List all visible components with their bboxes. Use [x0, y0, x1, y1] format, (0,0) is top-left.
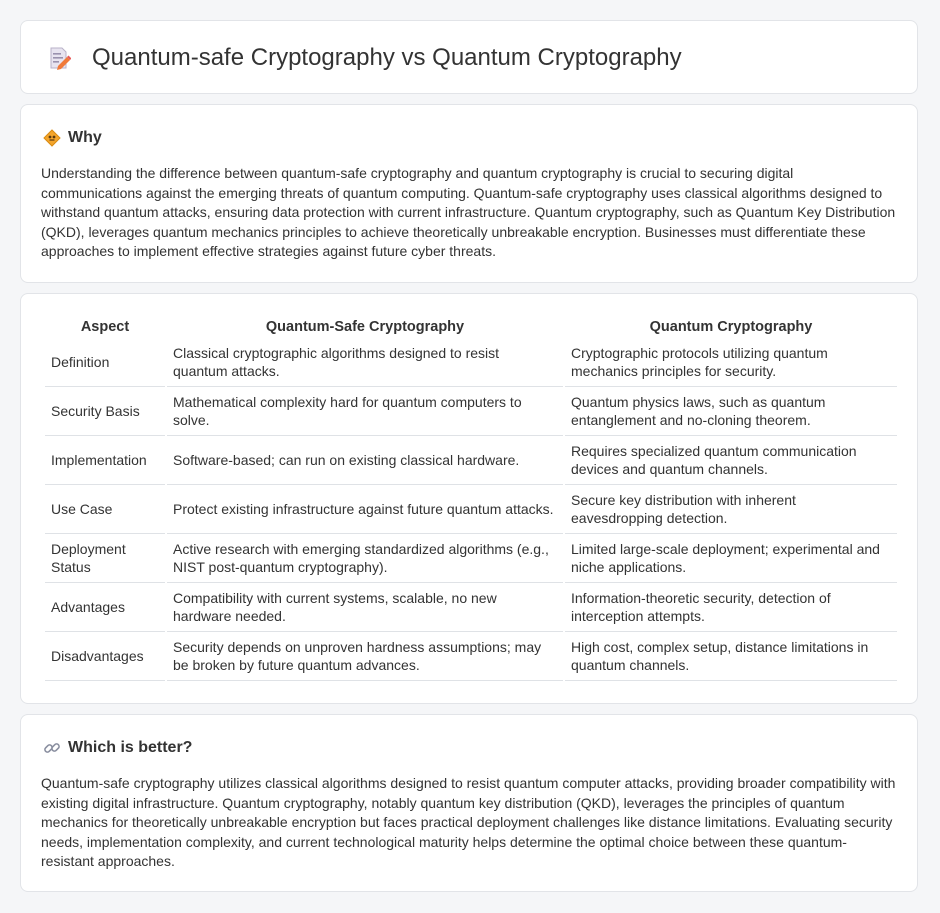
why-heading: Why [68, 129, 102, 146]
aspect-cell: Deployment Status [45, 534, 165, 583]
aspect-cell: Security Basis [45, 387, 165, 436]
column-header-aspect: Aspect [80, 318, 130, 335]
quantum-safe-cell: Security depends on unproven hardness assumptions; may be broken by future quantum advances. [167, 632, 563, 681]
link-icon [43, 739, 61, 757]
quantum-safe-cell: Compatibility with current systems, scalable, no new hardware needed. [167, 583, 563, 632]
quantum-cell: Secure key distribution with inherent eavesdropping detection. [565, 485, 897, 534]
quantum-cell: Information-theoretic security, detection of interception attempts. [565, 583, 897, 632]
quantum-safe-cell: Mathematical complexity hard for quantum computers to solve. [167, 387, 563, 436]
table-row [45, 436, 897, 485]
why-section [20, 104, 918, 283]
quantum-cell: Cryptographic protocols utilizing quantum mechanics principles for security. [565, 338, 897, 387]
table-row [45, 632, 897, 681]
quantum-cell: Limited large-scale deployment; experimental and niche applications. [565, 534, 897, 583]
comparison-section [20, 293, 918, 704]
quantum-safe-cell: Classical cryptographic algorithms designed to resist quantum attacks. [167, 338, 563, 387]
quantum-cell: Quantum physics laws, such as quantum entanglement and no-cloning theorem. [565, 387, 897, 436]
table-row [45, 338, 897, 387]
table-header-row [45, 315, 897, 338]
table-row [45, 583, 897, 632]
table-row [45, 387, 897, 436]
aspect-cell: Disadvantages [45, 632, 165, 681]
aspect-cell: Implementation [45, 436, 165, 485]
comparison-table [43, 315, 899, 681]
pencil-document-icon [47, 46, 71, 70]
table-row [45, 485, 897, 534]
column-header-quantum-safe: Quantum-Safe Cryptography [265, 318, 465, 335]
quantum-safe-cell: Software-based; can run on existing classical hardware. [167, 436, 563, 485]
quantum-safe-cell: Active research with emerging standardized algorithms (e.g., NIST post-quantum cryptography). [167, 534, 563, 583]
why-text: Understanding the difference between quantum-safe cryptography and quantum cryptography is crucial to securing digital communications against the emerging threats of quantum computing. Quantum-safe cryptography uses classical algorithms designed to withstand quantum attacks, ensuring data protection with current infrastructure. Quantum cryptography, such as Quantum Key Distribution (QKD), leverages quantum mechanics principles to achieve theoretically unbreakable encryption. Businesses must differentiate these approaches to implement effective strategies against future cyber threats. [41, 165, 896, 260]
quantum-cell: High cost, complex setup, distance limitations in quantum channels. [565, 632, 897, 681]
aspect-cell: Advantages [45, 583, 165, 632]
which-is-better-section [20, 714, 918, 892]
why-heading-row [43, 127, 102, 149]
table-row [45, 534, 897, 583]
column-header-quantum: Quantum Cryptography [649, 318, 813, 335]
better-text: Quantum-safe cryptography utilizes classical algorithms designed to resist quantum computer attacks, providing broader compatibility with existing digital infrastructure. Quantum cryptography, notably quantum key distribution (QKD), leverages the principles of quantum mechanics for theoretically unbreakable encryption but faces practical deployment challenges like distance limitations. Evaluating security needs, implementation complexity, and current technological maturity helps determine the optimal choice between these quantum-resistant approaches. [41, 775, 896, 870]
aspect-cell: Use Case [45, 485, 165, 534]
quantum-safe-cell: Protect existing infrastructure against future quantum attacks. [167, 485, 563, 534]
better-heading: Which is better? [68, 739, 193, 756]
title-card [20, 20, 918, 94]
diamond-sign-icon [43, 129, 61, 147]
quantum-cell: Requires specialized quantum communication devices and quantum channels. [565, 436, 897, 485]
aspect-cell: Definition [45, 338, 165, 387]
page-title: Quantum-safe Cryptography vs Quantum Cryptography [92, 44, 682, 71]
better-heading-row [43, 737, 192, 759]
